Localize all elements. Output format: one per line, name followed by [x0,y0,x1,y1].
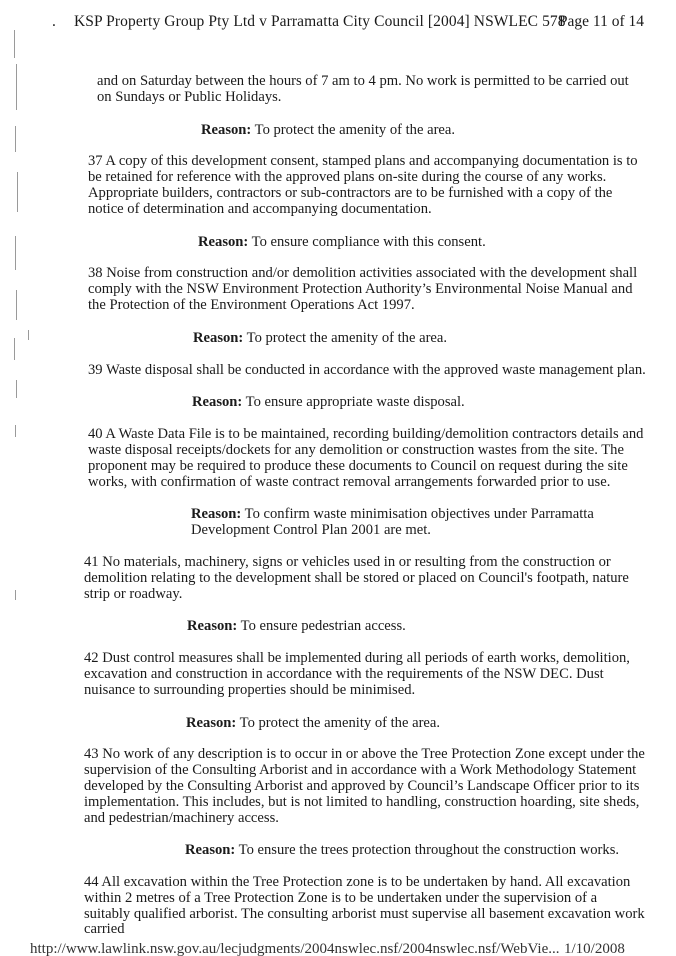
condition-paragraph: 40 A Waste Data File is to be maintained, recording building/demolition contractors details and waste disposal receipts/dockets for any demolition or construction wastes from the site. The proponent may be required to produce these documents to Council on request during the site works, with confirmation of waste contract removal arrangements forwarded prior to use. [88,426,644,490]
reason-line [84,619,646,635]
condition-paragraph: 43 No work of any description is to occur in or above the Tree Protection Zone except under the supervision of the Consulting Arborist and in accordance with a Work Methodology Statement developed by the Consulting Arborist and approved by Council’s Landscape Officer prior to its implementation. This includes, but is not limited to handling, construction hoarding, site sheds, and pedestrian/machinery access. [84,746,645,826]
condition-paragraph: and on Saturday between the hours of 7 am to 4 pm. No work is permitted to be carried out on Sundays or Public Holidays. [97,73,629,105]
reason-label: Reason: [185,842,236,859]
condition-paragraph: 42 Dust control measures shall be implemented during all periods of earth works, demolition, excavation and construction in accordance with the requirements of the NSW DEC. Dust nuisance to surrounding properties should be minimised. [84,650,630,698]
reason-line [84,395,646,411]
reason-text: To confirm waste minimisation objectives under Parramatta Development Control Plan 2001 are met. [191,506,594,539]
page-header [52,13,652,33]
document-body [84,74,646,955]
reason-label: Reason: [192,394,243,411]
reason-line [84,843,646,859]
condition-paragraph: 39 Waste disposal shall be conducted in accordance with the approved waste management plan. [88,361,646,378]
reason-label: Reason: [198,233,249,250]
footer-date: 1/10/2008 [564,941,625,956]
reason-text: To ensure appropriate waste disposal. [245,394,465,411]
reason-line [84,331,646,347]
reason-text: To ensure pedestrian access. [240,618,406,635]
reason-text: To ensure the trees protection throughout the construction works. [238,842,620,859]
reason-line [84,507,628,539]
reason-text: To protect the amenity of the area. [239,714,441,731]
reason-text: To protect the amenity of the area. [254,121,456,138]
reason-label: Reason: [187,618,238,635]
reason-line [84,123,646,139]
condition-paragraph: 41 No materials, machinery, signs or vehicles used in or resulting from the construction or demolition relating to the development shall be stored or placed on Council's footpath, nature strip or roadway. [84,553,629,602]
reason-text: To ensure compliance with this consent. [251,233,486,250]
header-bullet: . [52,13,56,30]
page-footer [30,937,676,956]
scan-edge-marks [10,30,40,650]
reason-label: Reason: [191,506,242,523]
reason-label: Reason: [201,121,252,138]
condition-paragraph: 44 All excavation within the Tree Protection zone is to be undertaken by hand. All excavation within 2 metres of a Tree Protection Zone is to be undertaken under the supervision of a suitably qualified arborist. The consulting arborist must supervise all basement excavation work carried [84,874,645,938]
reason-line [84,235,646,251]
reason-label: Reason: [186,714,237,731]
reason-line [84,716,646,732]
condition-paragraph: 37 A copy of this development consent, stamped plans and accompanying documentation is to be retained for reference with the approved plans on-site during the course of any works. Appropriate builders, contractors or sub-contractors are to be furnished with a copy of the notice of determination and accompanying documentation. [88,153,638,217]
case-title: KSP Property Group Pty Ltd v Parramatta City Council [2004] NSWLEC 578 [74,13,566,30]
condition-paragraph: 38 Noise from construction and/or demolition activities associated with the development shall comply with the NSW Environment Protection Authority’s Environmental Noise Manual and the Protection of the Environment Operations Act 1997. [88,265,638,313]
page-number: Page 11 of 14 [558,13,644,30]
reason-text: To protect the amenity of the area. [246,329,448,346]
footer-url[interactable]: http://www.lawlink.nsw.gov.au/lecjudgments/2004nswlec.nsf/2004nswlec.nsf/WebVie... [30,941,560,956]
reason-label: Reason: [193,329,244,346]
